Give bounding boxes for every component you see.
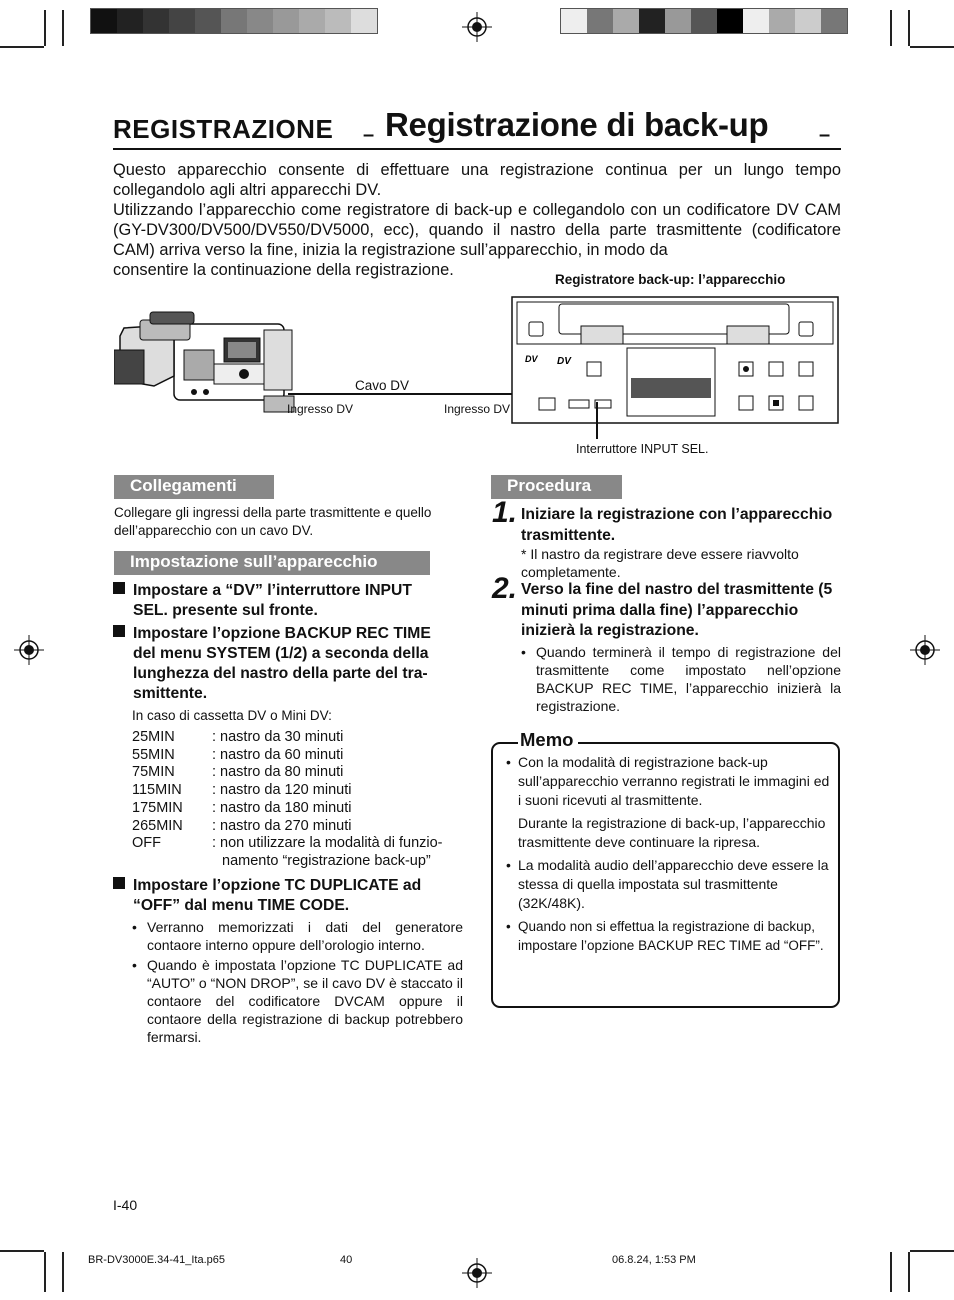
instruction-item: Impostare l’opzione TC DUPLICATE ad “OFF” dal menu TIME CODE. — [113, 876, 465, 916]
section-bar-procedura: Procedura — [491, 475, 622, 499]
table-key: 55MIN — [132, 746, 175, 763]
page-number: I-40 — [113, 1197, 138, 1213]
footer-file: BR-DV3000E.34-41_Ita.p65 — [88, 1254, 225, 1266]
color-swatch — [325, 9, 351, 33]
crop-mark — [44, 1252, 46, 1292]
step-note: * Il nastro da registrare deve essere riavvolto completamente. — [521, 546, 799, 580]
color-bar-left — [90, 8, 378, 34]
color-swatch — [169, 9, 195, 33]
color-swatch — [221, 9, 247, 33]
crop-mark — [910, 1250, 954, 1252]
crop-mark — [910, 46, 954, 48]
table-value: : non utilizzare la modalità di funzio- — [212, 835, 443, 852]
svg-text:DV: DV — [557, 356, 571, 367]
memo-body — [506, 753, 830, 959]
color-swatch — [247, 9, 273, 33]
table-row — [132, 835, 467, 853]
step2-bullets — [521, 643, 841, 717]
page-heading — [113, 106, 841, 150]
color-swatch — [639, 9, 665, 33]
color-swatch — [691, 9, 717, 33]
footer-date: 06.8.24, 1:53 PM — [612, 1254, 696, 1266]
table-key: 175MIN — [132, 799, 183, 816]
square-bullet-icon — [113, 877, 125, 889]
color-swatch — [665, 9, 691, 33]
footer-num: 40 — [340, 1254, 353, 1266]
table-key: 115MIN — [132, 782, 182, 799]
heading-dash: – — [363, 124, 375, 146]
color-swatch — [351, 9, 377, 33]
cable-label: Cavo DV — [355, 378, 410, 393]
memo-item: • Quando non si effettua la registrazione di backup, impostare l’opzione BACKUP REC TIME ad “OFF”. — [506, 917, 830, 955]
list-item: • Quando terminerà il tempo di registrazione del trasmittente come impostato nell’opzione BACKUP REC TIME, l’apparecchio inizierà la registrazione. — [521, 643, 841, 715]
registration-mark-icon — [14, 635, 44, 665]
intro-paragraph: Utilizzando l’apparecchio come registratore di back-up e collegandolo con un codificatore DV CAM (GY-DV300/DV500/DV550/DV5000, ecc), quando il nastro della parte trasmittente (codificatore CAM) arriva verso la fine, inizia la registrazione sull’apparecchio, in modo da — [113, 201, 841, 259]
color-swatch — [717, 9, 743, 33]
list-item: • Verranno memorizzati i dati del generatore contaore interno oppure dell’orologio interno. — [132, 918, 463, 954]
crop-mark — [62, 10, 64, 46]
crop-mark — [62, 1252, 64, 1292]
crop-mark — [44, 10, 46, 46]
color-swatch — [273, 9, 299, 33]
registration-mark-icon — [462, 12, 492, 42]
step-text: Verso la fine del nastro del trasmittente (5 minuti prima dalla fine) l’apparecchio inizierà la registrazione. — [521, 581, 833, 639]
intro-paragraph: Questo apparecchio consente di effettuare una registrazione continua per un lungo tempo collegandolo agli altri apparecchi DV. — [113, 161, 841, 199]
table-key: 75MIN — [132, 764, 175, 781]
table-row-cont: namento “registrazione back-up” — [222, 852, 431, 869]
color-swatch — [299, 9, 325, 33]
table-value: : nastro da 120 minuti — [212, 782, 352, 799]
instruction-item: Impostare a “DV” l’interruttore INPUT SEL. presente sul fronte. — [113, 581, 465, 621]
tape-length-table — [132, 729, 467, 871]
table-row — [132, 800, 467, 818]
color-swatch — [821, 9, 847, 33]
table-key: 25MIN — [132, 729, 175, 745]
crop-mark — [0, 46, 44, 48]
color-swatch — [769, 9, 795, 33]
switch-pointer — [596, 402, 598, 439]
intro-text — [113, 160, 841, 280]
svg-text:DV: DV — [525, 354, 538, 364]
crop-mark — [908, 1252, 910, 1292]
table-value: : nastro da 80 minuti — [212, 764, 344, 781]
section-bar-impostazione: Impostazione sull’apparecchio — [114, 551, 430, 575]
square-bullet-icon — [113, 625, 125, 637]
list-item: • Quando è impostata l’opzione TC DUPLICATE ad “AUTO” o “NON DROP”, se il cavo DV è staccato il contaore del codificatore DVCAM oppure il contaore della registrazione di backup potrebbero fermarsi. — [132, 956, 463, 1046]
crop-mark — [0, 1250, 44, 1252]
color-swatch — [195, 9, 221, 33]
memo-item: • Con la modalità di registrazione back-up sull’apparecchio verranno registrati le immagini ed i suoni ricevuti al trasmittente. — [506, 753, 830, 810]
heading-dash: – — [819, 124, 831, 146]
registration-mark-icon — [462, 1258, 492, 1288]
table-row — [132, 747, 467, 765]
color-swatch — [795, 9, 821, 33]
table-row — [132, 764, 467, 782]
table-row — [132, 782, 467, 800]
step-number: 2. — [492, 572, 518, 605]
crop-mark — [908, 10, 910, 46]
table-value: : nastro da 180 minuti — [212, 799, 352, 816]
color-swatch — [613, 9, 639, 33]
registration-mark-icon — [910, 635, 940, 665]
table-key: 265MIN — [132, 817, 183, 834]
memo-item: • La modalità audio dell’apparecchio deve essere la stessa di quella impostata sul trasmittente (32K/48K). — [506, 856, 830, 913]
memo-title: Memo — [518, 729, 578, 751]
cassette-note: In caso di cassetta DV o Mini DV: — [132, 708, 332, 723]
deck-illustration — [511, 296, 839, 428]
color-swatch — [743, 9, 769, 33]
section-title: REGISTRAZIONE — [113, 114, 334, 144]
color-swatch — [91, 9, 117, 33]
crop-mark — [890, 1252, 892, 1292]
step-text: Iniziare la registrazione con l’apparecchio trasmittente. — [521, 506, 833, 544]
section-bar-collegamenti: Collegamenti — [114, 475, 274, 499]
color-swatch — [587, 9, 613, 33]
switch-label: Interruttore INPUT SEL. — [576, 442, 709, 456]
crop-mark — [890, 10, 892, 46]
camcorder-illustration — [114, 306, 296, 414]
color-swatch — [117, 9, 143, 33]
memo-item-cont: Durante la registrazione di back-up, l’apparecchio trasmittente deve continuare la ripresa. — [518, 815, 826, 850]
intro-paragraph: consentire la continuazione della registrazione. — [113, 261, 454, 279]
instruction-item: Impostare l’opzione BACKUP REC TIME del menu SYSTEM (1/2) a seconda della lunghezza del nastro della parte del tra- smittente. — [113, 624, 465, 704]
table-key: OFF — [132, 835, 161, 852]
step-number: 1. — [492, 496, 518, 529]
deck-caption: Registratore back-up: l’apparecchio — [555, 272, 786, 287]
input-label-deck: Ingresso DV — [444, 402, 511, 416]
color-swatch — [561, 9, 587, 33]
color-swatch — [143, 9, 169, 33]
collegamenti-text: Collegare gli ingressi della parte trasmittente e quello dell’apparecchio con un cavo DV. — [114, 505, 432, 538]
square-bullet-icon — [113, 582, 125, 594]
color-bar-right — [560, 8, 848, 34]
dv-cable — [288, 393, 514, 395]
table-value: : nastro da 30 minuti — [212, 729, 344, 745]
page-title: Registrazione di back-up — [385, 106, 769, 143]
table-value: : nastro da 60 minuti — [212, 746, 344, 763]
tc-bullets — [132, 918, 463, 1048]
input-label-camera: Ingresso DV — [287, 402, 354, 416]
table-row — [132, 818, 467, 836]
table-value: : nastro da 270 minuti — [212, 817, 352, 834]
table-row — [132, 729, 467, 747]
